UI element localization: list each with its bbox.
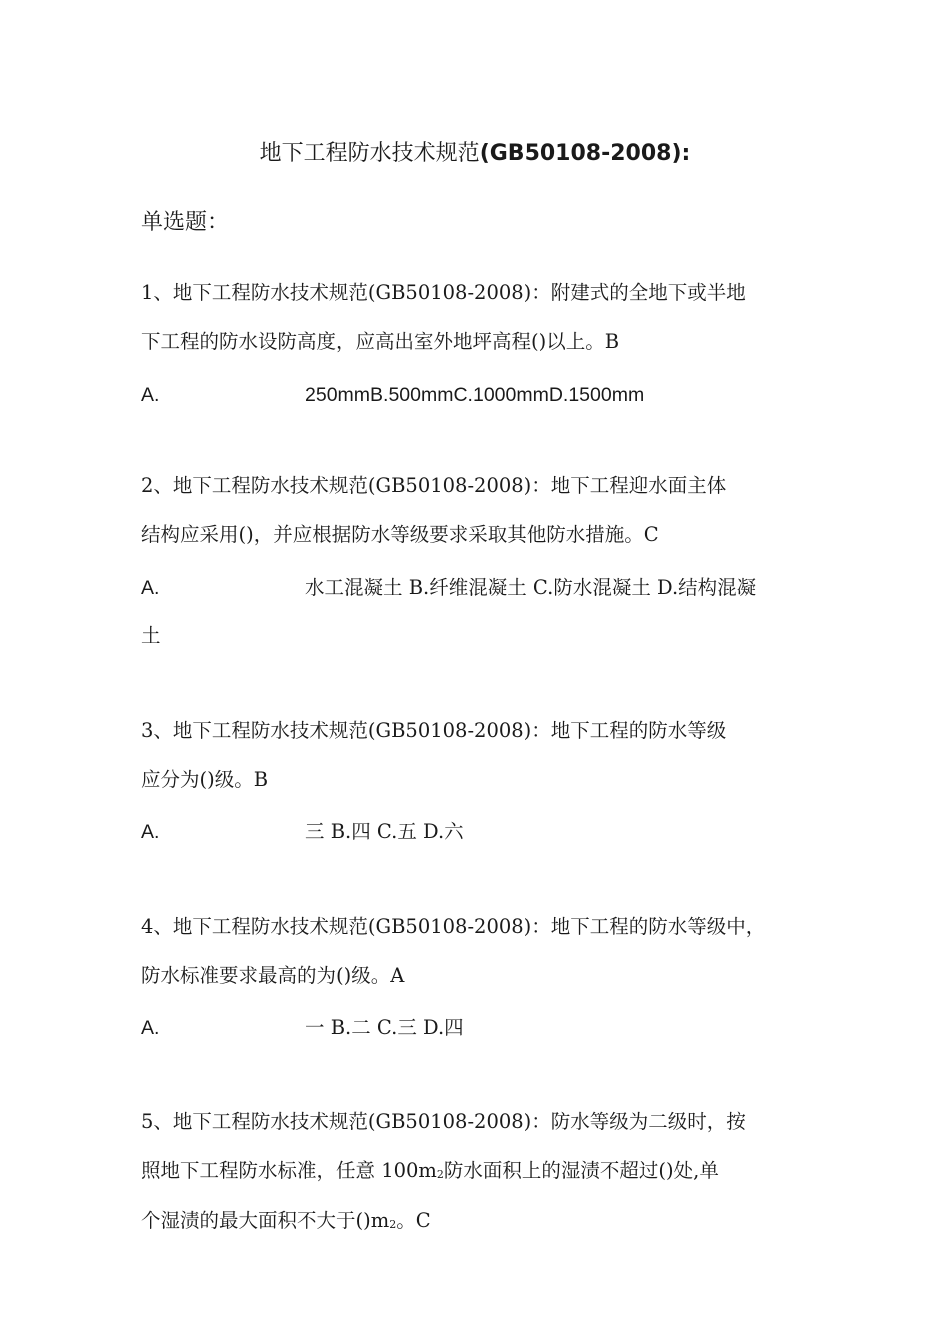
- question-2-line-1: 2、地下工程防水技术规范(GB50108-2008)：地下工程迎水面主体: [141, 474, 727, 497]
- question-2-option-a-label: A.: [141, 577, 160, 599]
- superscript-unit: 2: [436, 1168, 444, 1181]
- question-5-line-1: 5、地下工程防水技术规范(GB50108-2008)：防水等级为二级时，按: [141, 1110, 746, 1133]
- question-1-line-1: 1、地下工程防水技术规范(GB50108-2008)：附建式的全地下或半地: [141, 281, 746, 304]
- question-3-options: 三 B.四 C.五 D.六: [305, 820, 464, 843]
- question-5-line-2: [141, 1156, 831, 1190]
- document-title: [0, 138, 950, 170]
- question-3-line-2: 应分为()级。B: [141, 768, 269, 791]
- question-4-line-2: 防水标准要求最高的为()级。A: [141, 964, 405, 987]
- question-1-options: 250mmB.500mmC.1000mmD.1500mm: [305, 384, 645, 406]
- question-3-line-1: 3、地下工程防水技术规范(GB50108-2008)：地下工程的防水等级: [141, 719, 727, 742]
- question-2-options-continued: 土: [141, 624, 161, 647]
- question-4-line-1: 4、地下工程防水技术规范(GB50108-2008)：地下工程的防水等级中，: [141, 915, 766, 938]
- question-5-line-3-part-2: 。C: [396, 1209, 431, 1232]
- question-5-line-2-part-2: 防水面积上的湿渍不超过()处,单: [443, 1159, 719, 1182]
- section-heading: 单选题：: [141, 210, 230, 235]
- question-1-line-2: 下工程的防水设防高度，应高出室外地坪高程()以上。B: [141, 330, 620, 353]
- question-2-options: 水工混凝土 B.纤维混凝土 C.防水混凝土 D.结构混凝: [305, 576, 757, 599]
- question-3-option-a-label: A.: [141, 821, 160, 843]
- question-5-line-2-part-1: 照地下工程防水标准，任意 100m: [141, 1159, 437, 1182]
- superscript-unit: 2: [389, 1218, 397, 1231]
- question-2-line-2: 结构应采用()，并应根据防水等级要求采取其他防水措施。C: [141, 523, 659, 546]
- question-4-options: 一 B.二 C.三 D.四: [305, 1016, 464, 1039]
- question-1-option-a-label: A.: [141, 384, 160, 406]
- title-text: 地下工程防水技术规范: [259, 141, 480, 166]
- question-5-line-3-part-1: 个湿渍的最大面积不大于()m: [141, 1209, 390, 1232]
- question-4-option-a-label: A.: [141, 1017, 160, 1039]
- question-5-line-3: [141, 1206, 831, 1240]
- title-standard-code: (GB50108-2008):: [479, 141, 691, 166]
